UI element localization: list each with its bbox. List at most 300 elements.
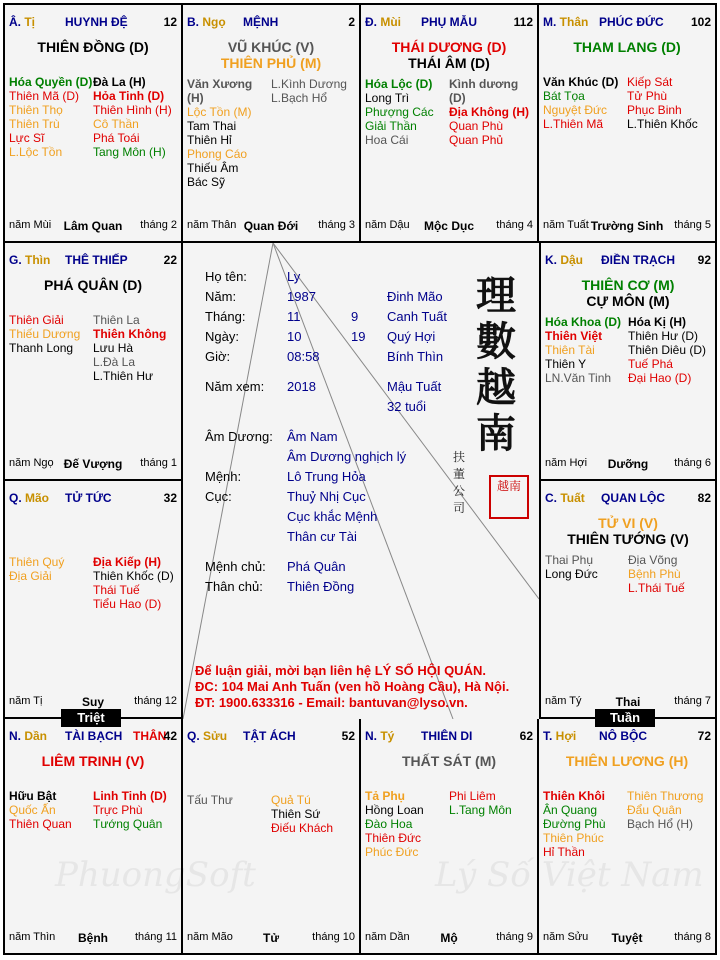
contact-block: [195, 663, 509, 711]
small-calligraphy-char: 司: [453, 501, 466, 515]
minor-star: Quốc Ấn: [9, 803, 56, 817]
star-column-left: [187, 793, 271, 835]
palace-footer: [9, 931, 177, 945]
palace-position: [9, 729, 47, 743]
minor-star: Điếu Khách: [271, 821, 334, 835]
minor-stars: [545, 553, 711, 595]
palace-position: [9, 491, 49, 505]
main-star: THIÊN ĐỒNG (D): [37, 39, 149, 55]
minor-star: Thiên Tài: [545, 343, 595, 357]
minor-star: Linh Tinh (D): [93, 789, 167, 803]
palace-year: năm Ngọ: [9, 457, 54, 469]
palace-house-name: NÔ BỘC: [599, 729, 647, 743]
watermark-left: PhuongSoft: [55, 855, 256, 895]
triet-tag: Triệt: [61, 709, 121, 727]
palace-position: [545, 491, 585, 505]
minor-star: Hóa Quyền (D): [9, 75, 93, 89]
minor-star: LN.Văn Tinh: [545, 371, 612, 385]
contact-line-1: Để luận giải, mời bạn liên hệ LÝ SỐ HỘI QUÁN.: [195, 663, 486, 678]
palace-header: [545, 253, 711, 269]
palace-stem-letter: Đ.: [365, 15, 381, 29]
star-column-right: [627, 75, 711, 131]
palace-stem-letter: B.: [187, 15, 203, 29]
palace-mui[interactable]: [361, 5, 539, 243]
palace-branch: Thân: [559, 15, 589, 29]
palace-position: [543, 729, 576, 743]
palace-stem-letter: Q.: [187, 729, 204, 743]
minor-star: Thiên Khôi: [543, 789, 605, 803]
star-column-left: [545, 315, 628, 385]
label-menh-chu: Mệnh chủ:: [205, 559, 266, 574]
palace-stem-letter: M.: [543, 15, 560, 29]
star-column-left: [9, 313, 93, 383]
minor-star: Long Đức: [545, 567, 598, 581]
palace-year: năm Dậu: [365, 219, 410, 231]
palace-year: năm Hợi: [545, 457, 588, 469]
minor-star: Thiên Giải: [9, 313, 64, 327]
minor-star: Bệnh Phù: [628, 567, 681, 581]
minor-star: Nguyệt Đức: [543, 103, 608, 117]
palace-house-name: THIÊN DI: [421, 729, 473, 743]
palace-house-name: TẬT ÁCH: [243, 729, 296, 743]
minor-star: Phúc Đức: [365, 845, 419, 859]
main-star: THIÊN PHỦ (M): [220, 55, 322, 71]
minor-star: Thiên La: [93, 313, 140, 327]
minor-star: Hữu Bật: [9, 789, 57, 803]
minor-stars: [9, 313, 177, 383]
minor-star: Thiên Trù: [9, 117, 60, 131]
star-column-right: [93, 75, 177, 159]
value-month-can: Canh Tuất: [387, 309, 447, 324]
value-hour: 08:58: [287, 349, 320, 364]
palace-footer: [365, 219, 533, 233]
palace-month: tháng 12: [134, 695, 177, 707]
minor-star: Tả Phụ: [365, 789, 406, 803]
palace-number: 112: [513, 15, 533, 29]
star-column-left: [9, 555, 93, 611]
contact-line-2: ĐC: 104 Mai Anh Tuấn (ven hồ Hoàng Cầu), Hà Nội.: [195, 679, 510, 694]
main-star: THẤT SÁT (M): [401, 753, 497, 769]
main-star: THÁI ÂM (D): [408, 55, 490, 71]
label-than-chu: Thân chủ:: [205, 579, 263, 594]
minor-star: Đường Phù: [543, 817, 606, 831]
palace-month: tháng 8: [674, 931, 711, 943]
minor-star: Tuế Phá: [628, 357, 673, 371]
palace-stage: Mộ: [440, 931, 458, 945]
minor-star: Hồng Loan: [365, 803, 424, 817]
value-month-lunar: 9: [351, 309, 359, 324]
palace-header: [187, 15, 355, 31]
minor-star: Lưu Hà: [93, 341, 134, 355]
palace-number: 52: [341, 729, 355, 743]
star-column-right: [449, 789, 533, 859]
minor-star: Địa Giải: [9, 569, 52, 583]
minor-star: Hóa Kị (H): [628, 315, 686, 329]
value-view-year: 2018: [287, 379, 316, 394]
palace-house-name: MỆNH: [243, 15, 279, 29]
label-cuc: Cục:: [205, 489, 232, 504]
star-column-left: [543, 75, 627, 131]
palace-header: [9, 15, 177, 31]
calligraphy-char: 南: [476, 410, 516, 457]
palace-header: [365, 729, 533, 745]
value-day-lunar: 19: [351, 329, 366, 344]
palace-header: [365, 15, 533, 31]
star-column-right: [93, 555, 177, 611]
palace-number: 2: [348, 15, 355, 29]
value-menh-chu: Phá Quân: [287, 559, 346, 574]
minor-star: Văn Xương (H): [187, 77, 253, 105]
label-menh: Mệnh:: [205, 469, 242, 484]
palace-ty[interactable]: [5, 5, 183, 243]
minor-star: Thiên Mã (D): [9, 89, 80, 103]
small-calligraphy: [453, 449, 469, 517]
palace-stage: Đế Vượng: [63, 457, 123, 471]
palace-year: năm Thìn: [9, 931, 56, 943]
palace-stage: Bệnh: [78, 931, 108, 945]
palace-thin[interactable]: [5, 243, 183, 481]
minor-star: Phi Liêm: [449, 789, 496, 803]
palace-number: 32: [163, 491, 177, 505]
palace-year: năm Dần: [365, 931, 410, 943]
palace-month: tháng 3: [318, 219, 355, 231]
palace-branch: Sửu: [203, 729, 228, 743]
label-amduong: Âm Dương:: [205, 429, 273, 444]
palace-house-name: HUYNH ĐỆ: [65, 15, 128, 29]
main-stars: [5, 753, 181, 769]
palace-position: [187, 729, 227, 743]
palace-footer: [187, 931, 355, 945]
palace-month: tháng 11: [134, 931, 177, 943]
palace-header: [9, 253, 177, 269]
palace-header: [545, 491, 711, 507]
minor-star: Giải Thần: [365, 119, 417, 133]
palace-year: năm Sửu: [543, 931, 589, 943]
minor-star: Thiên Đức: [365, 831, 422, 845]
main-star: THIÊN TƯỚNG (V): [567, 531, 689, 547]
label-name: Họ tên:: [205, 269, 247, 284]
palace-position: [365, 729, 394, 743]
minor-star: Tam Thai: [187, 119, 237, 133]
minor-stars: [545, 315, 711, 385]
palace-year: năm Tị: [9, 695, 43, 707]
main-stars: [361, 753, 537, 769]
palace-than[interactable]: [539, 5, 715, 243]
main-star: THIÊN LƯƠNG (H): [565, 753, 689, 769]
minor-star: Quan Phù: [449, 119, 504, 133]
palace-house-name: THÊ THIẾP: [65, 253, 128, 267]
palace-branch: Tị: [24, 15, 36, 29]
minor-star: L.Thiên Hư: [93, 369, 154, 383]
than-marker: THÂN: [133, 729, 167, 743]
palace-mao[interactable]: [5, 481, 183, 719]
palace-number: 42: [163, 729, 177, 743]
minor-star: Thiên Quý: [9, 555, 65, 569]
minor-stars: [543, 789, 711, 859]
minor-star: Kiếp Sát: [627, 75, 673, 89]
minor-star: L.Kình Dương: [271, 77, 347, 91]
minor-star: Thiên Phúc: [543, 831, 604, 845]
minor-star: Tang Môn (H): [93, 145, 166, 159]
minor-stars: [365, 77, 533, 147]
star-column-right: [628, 315, 711, 385]
palace-number: 102: [690, 15, 711, 29]
palace-month: tháng 7: [674, 695, 711, 707]
palace-header: [187, 729, 355, 745]
palace-year: năm Tý: [545, 695, 582, 707]
palace-position: [187, 15, 226, 29]
minor-star: Thiên Hư (D): [628, 329, 699, 343]
main-stars: [5, 277, 181, 293]
minor-star: L.Đà La: [93, 355, 136, 369]
minor-star: Thái Tuế: [93, 583, 140, 597]
palace-dau[interactable]: [539, 243, 715, 481]
palace-footer: [9, 219, 177, 233]
calligraphy-char: 越: [476, 364, 516, 411]
star-column-right: [271, 793, 355, 835]
value-than-chu: Thiên Đồng: [287, 579, 355, 594]
minor-star: L.Bạch Hổ: [271, 91, 328, 105]
minor-star: Thiên Khốc (D): [93, 569, 174, 583]
main-star: TỬ VI (V): [598, 515, 658, 531]
star-column-right: [628, 553, 711, 595]
minor-star: L.Thiên Khốc: [627, 117, 698, 131]
palace-stage: Tuyệt: [611, 931, 643, 945]
minor-star: Hỏa Tinh (D): [93, 89, 165, 103]
small-calligraphy-char: 公: [453, 484, 466, 498]
star-column-right: [627, 789, 711, 859]
minor-stars: [365, 789, 533, 859]
palace-footer: [9, 457, 177, 471]
label-month: Tháng:: [205, 309, 246, 324]
main-stars: [541, 515, 715, 547]
minor-star: L.Tang Môn: [449, 803, 512, 817]
star-column-right: [449, 77, 533, 147]
main-star: THÁI DƯƠNG (D): [391, 39, 507, 55]
star-column-left: [543, 789, 627, 859]
palace-number: 22: [163, 253, 177, 267]
value-menh: Lô Trung Hỏa: [287, 469, 366, 484]
minor-star: Tiểu Hao (D): [93, 597, 162, 611]
palace-stem-letter: G.: [9, 253, 26, 267]
tuan-tag: Tuần: [595, 709, 655, 727]
palace-stem-letter: Â.: [9, 15, 25, 29]
minor-star: Thiên Y: [545, 357, 587, 371]
value-hour-can: Bính Thìn: [387, 349, 444, 364]
palace-stem-letter: T.: [543, 729, 556, 743]
minor-star: Trực Phù: [93, 803, 143, 817]
palace-stage: Tử: [262, 931, 280, 945]
palace-position: [365, 15, 401, 29]
palace-hoi[interactable]: [539, 719, 715, 953]
minor-star: Tướng Quân: [93, 817, 163, 831]
palace-footer: [187, 219, 355, 233]
palace-branch: Dậu: [560, 253, 584, 267]
palace-stage: Thai: [615, 695, 641, 709]
main-stars: [183, 39, 359, 71]
palace-number: 92: [697, 253, 711, 267]
small-calligraphy-char: 董: [453, 467, 466, 481]
minor-star: Đà La (H): [93, 75, 146, 89]
star-column-right: [93, 313, 177, 383]
main-stars: [539, 753, 715, 769]
calligraphy-char: 數: [476, 318, 516, 365]
minor-star: L.Lộc Tồn: [9, 145, 63, 159]
palace-month: tháng 9: [496, 931, 533, 943]
minor-stars: [9, 555, 177, 611]
star-column-left: [9, 789, 93, 831]
palace-footer: [545, 695, 711, 709]
minor-stars: [187, 793, 355, 835]
palace-stem-letter: N.: [9, 729, 25, 743]
palace-stage: Suy: [81, 695, 104, 709]
palace-ngo[interactable]: [183, 5, 361, 243]
palace-stage: Lâm Quan: [63, 219, 123, 233]
palace-year: năm Thân: [187, 219, 237, 231]
minor-star: Địa Võng: [628, 553, 678, 567]
minor-stars: [9, 789, 177, 831]
label-year: Năm:: [205, 289, 237, 304]
minor-star: Đẩu Quân: [627, 803, 682, 817]
palace-house-name: PHỤ MẪU: [421, 15, 477, 29]
minor-star: Văn Khúc (D): [543, 75, 619, 89]
palace-month: tháng 5: [674, 219, 711, 231]
palace-year: năm Mão: [187, 931, 233, 943]
main-stars: [541, 277, 715, 309]
minor-star: Hóa Lộc (D): [365, 77, 433, 91]
palace-suu[interactable]: [183, 719, 361, 953]
minor-star: Phượng Các: [365, 105, 434, 119]
palace-position: [545, 253, 583, 267]
palace-footer: [9, 695, 177, 709]
minor-star: Địa Kiếp (H): [93, 555, 162, 569]
value-day-can: Quý Hợi: [387, 329, 436, 344]
main-star: THAM LANG (D): [573, 39, 681, 55]
palace-stage: Dưỡng: [607, 457, 649, 471]
minor-star: Thiếu Âm: [187, 161, 239, 175]
main-star: THIÊN CƠ (M): [581, 277, 675, 293]
palace-footer: [543, 219, 711, 233]
palace-branch: Mùi: [380, 15, 402, 29]
palace-number: 62: [519, 729, 533, 743]
value-cuc-2: Cục khắc Mệnh: [287, 509, 378, 524]
palace-stem-letter: N.: [365, 729, 381, 743]
contact-line-3: ĐT: 1900.633316 - Email: bantuvan@lyso.vn.: [195, 695, 468, 710]
minor-star: Thiên Việt: [545, 329, 603, 343]
minor-star: Ân Quang: [543, 803, 598, 817]
star-column-left: [365, 77, 449, 147]
palace-month: tháng 4: [496, 219, 533, 231]
minor-star: Lực Sĩ: [9, 131, 45, 145]
minor-star: Tử Phù: [627, 89, 668, 103]
palace-house-name: PHÚC ĐỨC: [599, 15, 664, 29]
minor-star: Bát Tọa: [543, 89, 585, 103]
minor-star: Đại Hao (D): [628, 371, 692, 385]
palace-stem-letter: C.: [545, 491, 561, 505]
main-star: PHÁ QUÂN (D): [44, 277, 142, 293]
minor-star: Phá Toái: [93, 131, 140, 145]
minor-star: Long Trì: [365, 91, 410, 105]
palace-header: [9, 729, 177, 745]
palace-position: [543, 15, 588, 29]
minor-star: Địa Không (H): [449, 105, 529, 119]
palace-month: tháng 6: [674, 457, 711, 469]
minor-stars: [187, 77, 355, 189]
minor-star: Thai Phụ: [545, 553, 594, 567]
minor-star: Kình dương (D): [449, 77, 519, 105]
palace-number: 12: [163, 15, 177, 29]
palace-header: [543, 15, 711, 31]
value-cuc: Thuỷ Nhị Cục: [287, 489, 366, 504]
main-star: LIÊM TRINH (V): [41, 753, 145, 769]
palace-stage: Quan Đới: [243, 219, 299, 233]
palace-branch: Tuất: [560, 491, 585, 505]
minor-star: Hỉ Thần: [543, 845, 585, 859]
main-star: VŨ KHÚC (V): [227, 39, 315, 55]
palace-position: [9, 253, 50, 267]
minor-star: Quả Tú: [271, 793, 311, 807]
minor-star: Phong Cáo: [187, 147, 248, 161]
center-info: [183, 243, 539, 719]
palace-dan[interactable]: [5, 719, 183, 953]
label-view-year: Năm xem:: [205, 379, 265, 394]
value-year: 1987: [287, 289, 316, 304]
palace-month: tháng 1: [140, 457, 177, 469]
tu-vi-chart: [3, 3, 717, 955]
minor-star: Thiên Quan: [9, 817, 72, 831]
minor-star: Thiên Không: [93, 327, 167, 341]
minor-star: Bạch Hổ (H): [627, 817, 694, 831]
value-amduong-2: Âm Dương nghịch lý: [287, 449, 407, 464]
palace-ty-rat[interactable]: [361, 719, 539, 953]
minor-star: L.Thái Tuế: [628, 581, 685, 595]
minor-star: Thiên Diêu (D): [628, 343, 707, 357]
main-stars: [361, 39, 537, 71]
minor-star: L.Thiên Mã: [543, 117, 604, 131]
palace-stage: Trường Sinh: [590, 219, 664, 233]
minor-star: Cô Thần: [93, 117, 139, 131]
palace-stage: Mộc Dục: [423, 219, 474, 233]
label-hour: Giờ:: [205, 349, 231, 364]
palace-house-name: QUAN LỘC: [601, 491, 665, 505]
star-column-right: [271, 77, 355, 189]
palace-footer: [543, 931, 711, 945]
star-column-left: [365, 789, 449, 859]
minor-star: Thiếu Dương: [9, 327, 81, 341]
star-column-left: [9, 75, 93, 159]
value-view-can: Mậu Tuất: [387, 379, 442, 394]
palace-year: năm Tuất: [543, 219, 589, 231]
minor-star: Thiên Sứ: [271, 807, 321, 821]
palace-branch: Tý: [380, 729, 395, 743]
palace-branch: Thìn: [25, 253, 51, 267]
star-column-right: [93, 789, 177, 831]
palace-tuat[interactable]: [539, 481, 715, 719]
palace-branch: Ngọ: [202, 15, 226, 29]
palace-position: [9, 15, 35, 29]
palace-house-name: TỬ TỨC: [65, 491, 112, 505]
minor-star: Bác Sỹ: [187, 175, 226, 189]
star-column-left: [545, 553, 628, 595]
value-month: 11: [287, 309, 301, 324]
main-stars: [539, 39, 715, 55]
palace-footer: [545, 457, 711, 471]
palace-house-name: TÀI BẠCH: [65, 729, 123, 743]
minor-star: Quan Phủ: [449, 133, 504, 147]
palace-month: tháng 2: [140, 219, 177, 231]
palace-footer: [365, 931, 533, 945]
value-amduong: Âm Nam: [287, 429, 338, 444]
